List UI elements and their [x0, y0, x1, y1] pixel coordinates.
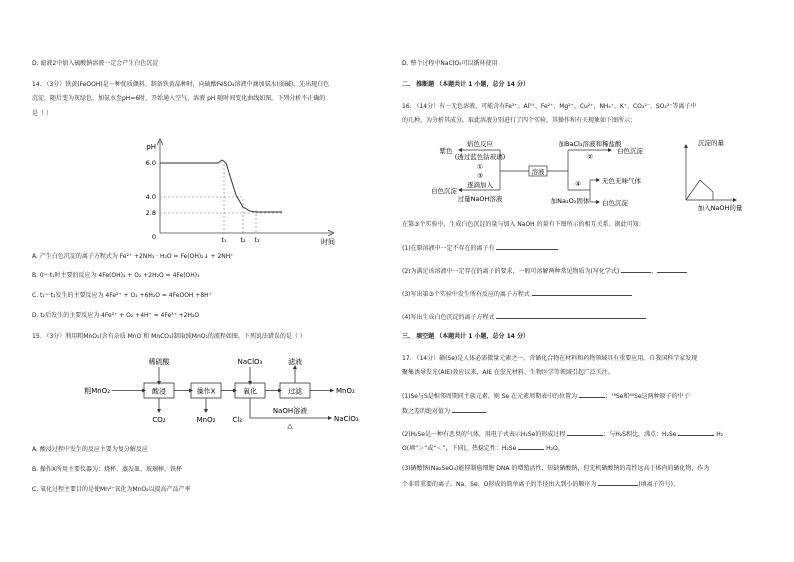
answer-blank[interactable]	[496, 243, 558, 250]
answer-blank[interactable]	[621, 266, 651, 273]
flame-test-label: 焰色反应	[467, 140, 493, 148]
answer-blank[interactable]	[678, 429, 714, 436]
ph-axis-label: pH	[146, 143, 156, 151]
q16-experiment-diagram	[430, 138, 775, 214]
purple-label: 紫色	[439, 147, 453, 155]
cobalt-glass-label: (透过蓝色钴玻璃)	[454, 153, 506, 161]
answer-blank[interactable]	[452, 406, 486, 413]
q17-part-3-cont: 个非常重要的离子。Na、Se、O形成的简单离子的半径由大到小的顺序为 (填离子符号)。	[402, 481, 679, 488]
q17-part-2-cont: O(填“＞”或“＜”，下同)，热稳定性：H₂Se H₂O。	[402, 445, 564, 452]
answer-blank[interactable]	[579, 391, 605, 398]
q13-option-d: D. 滤液2中加入硫酸钠溶液一定会产生白色沉淀	[32, 60, 159, 67]
dropwise-label: 逐滴加入	[467, 181, 493, 189]
box-acid-leach: 酸浸	[152, 387, 166, 396]
q15-option-a: A. 酸浸过程中发生的反应主要为复分解反应	[32, 446, 148, 453]
cl2-label: Cl₂	[232, 416, 242, 424]
naoh-amount-axis-label: 加入NaOH的量	[697, 204, 743, 212]
q15-option-d: D. 整个过程中NaClO₃可以循环使用	[402, 60, 498, 67]
co2-label: CO₂	[152, 416, 166, 424]
q14-stem-2: 沉淀，随后变为灰绿色。加氨水至pH=6时，开始通入空气，溶液 pH 随时间变化曲线如图。下列分析不正确的	[32, 95, 326, 102]
naclo3-output-label: NaClO₃	[334, 415, 359, 423]
q17-part-1: (1)Se与S是相邻周期同主族元素，则 Se 在元素周期表中的位置为 ；⁷⁸Se和⁸⁰Se这两种原子的中子	[402, 393, 690, 400]
q15-option-c: C. 氧化过程主要目的是使Mn²⁺氧化为MnO₂以提高产品产率	[32, 486, 191, 493]
solution-box-label: 溶液	[531, 168, 545, 176]
product-mno2-label: MnO₂	[336, 387, 355, 395]
q14-option-c: C. t₁～t₂发生的主要反应为 4Fe²⁺ + O₂ +6H₂O = 4FeOOH +8H⁺	[32, 292, 212, 299]
q14-option-a: A. 产生白色沉淀的离子方程式为 Fe²⁺ +2NH₃ · H₂O = Fe(OH)₂↓ + 2NH⁺	[32, 253, 234, 260]
mno2-byproduct-label: MnO₂	[196, 416, 216, 424]
t3-label: t₃	[254, 236, 260, 244]
answer-blank[interactable]	[598, 479, 638, 486]
q17-part-2: (2)H₂Se是一种有恶臭的气体，用电子式表示H₂Se的形成过程 ；与H₂S相比，沸点：H₂Se H₂	[402, 431, 724, 438]
section-3-heading: 三、 填空题 （本题共计 1 小题，总分 14 分）	[402, 333, 530, 340]
dilute-sulfuric-acid-label: 稀硫酸	[148, 358, 170, 366]
ph-time-graph	[132, 135, 347, 247]
filtrate-label: 滤液	[288, 358, 302, 366]
step-2-label: ②	[587, 153, 593, 161]
q15-stem: 15. （3分）利用粗MnO₂(含有杂质 MnO 和 MnCO₃)制取纯MnO₂的流程如图。下列说法错误的是（ ）	[32, 333, 306, 340]
answer-blank[interactable]	[657, 266, 687, 273]
tick-6: 6.0	[145, 159, 156, 167]
ph-curve	[160, 160, 282, 212]
q15-option-b: B. 操作X所用主要仪器为：烧杯、蒸发皿、玻璃棒、铁杯	[32, 466, 183, 473]
tick-2-8: 2.8	[145, 209, 156, 217]
q14-stem-3: 是（ ）	[32, 110, 52, 117]
na2o2-label: 加Na₂O₂固体	[550, 197, 590, 205]
q17-stem-1: 17. （14分）硒(Se)是人体必需微量元素之一，含硒化合物在材料和药物领域具有重要应用。自我国科学家发现	[402, 355, 698, 362]
mno2-flow-diagram	[80, 355, 370, 435]
answer-blank[interactable]	[532, 289, 632, 296]
q16-part-4: (4)写出生成白色沉淀的离子方程式	[402, 312, 646, 322]
crude-mno2-label: 粗MnO₂	[84, 387, 110, 395]
naoh-solution-label: NaOH溶液	[272, 407, 308, 415]
q14-stem-1: 14. （3分）铁黄(FeOOH)是一种优质颜料。制备铁黄晶种时，向硫酸FeSO₄溶液中滴加氨水(弱碱)，先出现白色	[32, 81, 330, 88]
bacl2-hcl-label: 加BaCl₂溶液和稀盐酸	[558, 140, 622, 148]
q16-part-3: (3)写出第③个实验中发生所有反应的离子方程式	[402, 289, 632, 299]
answer-blank[interactable]	[496, 312, 646, 319]
box-operation-x: 操作X	[196, 387, 216, 396]
step-1-label: ①	[477, 163, 483, 171]
white-ppt-label-3: 白色沉淀	[602, 199, 628, 207]
white-ppt-label-1: 白色沉淀	[431, 187, 457, 195]
q17-stem-2: 聚集诱导发光(AIE)效应以来，AIE 在发光材料、生物医学等领域引起广泛关注。	[402, 369, 614, 376]
t2-label: t₂	[240, 236, 246, 244]
answer-blank[interactable]	[518, 443, 544, 450]
q16-graph-note: 在第③个实验中，生成白色沉淀的量与加入 NaOH 的量有下图所示的相互关系。据此可知：	[402, 221, 645, 228]
q16-part-1: (1)在原溶液中一定不存在的离子有	[402, 243, 558, 253]
box-oxidation: 氧化	[243, 387, 257, 396]
ppt-amount-axis-label: 沉淀的量	[698, 139, 724, 147]
q16-stem-2: 的几种，为分析其成分，取此溶液分别进行了四个实验，其操作和有关现象如下图所示：	[402, 117, 637, 124]
q14-option-d: D. t₂后发生的主要反应为 4Fe²⁺ + O₂ +4H⁺ = 4Fe³⁺ +2H₂O	[32, 312, 200, 319]
q17-part-1-cont: 数之差的绝对值为	[402, 406, 486, 416]
time-axis-label: 时间	[321, 238, 335, 246]
box-filtration: 过滤	[288, 387, 302, 396]
section-2-heading: 二、 推断题 （本题共计 1 小题，总分 14 分）	[402, 81, 530, 88]
tick-4: 4.0	[145, 193, 156, 201]
colorless-gas-label: 无色无味气体	[602, 177, 641, 185]
heat-symbol: △	[287, 422, 293, 430]
q16-part-2: (2)为满足该溶液中一定存在的离子的要求，一般可溶解两种常见物质为(写化学式) 、	[402, 266, 687, 276]
white-ppt-label-2: 白色沉淀	[617, 147, 643, 155]
step-3-label: ③	[477, 172, 483, 180]
q16-stem-1: 16. （14分）有一无色溶液，可能含有Fe³⁺、Al³⁺、Fe²⁺、Mg²⁺、Cu²⁺、NH₄⁺、K⁺、CO₃²⁻、SO₄²⁻等离子中	[402, 103, 697, 110]
q17-part-3: (3)硒酸钠(Na₂SeO₄)能抑制癌细胞 DNA 的增殖活性，短缺硒酸钠，但无机硒酸钠的毒性远高于体内的硒化物，作为	[402, 465, 710, 472]
q14-option-b: B. 0～t₁时主要的反应为 4Fe(OH)₂ + O₂ +2H₂O = 4Fe(OH)₃	[32, 272, 200, 279]
t1-label: t₁	[221, 236, 227, 244]
naclo3-input-label: NaClO₃	[237, 358, 263, 366]
excess-naoh-label: 过量NaOH溶液	[457, 195, 503, 203]
step-4-label: ④	[575, 180, 581, 188]
answer-blank[interactable]	[567, 429, 603, 436]
origin-label: 0	[151, 233, 156, 241]
